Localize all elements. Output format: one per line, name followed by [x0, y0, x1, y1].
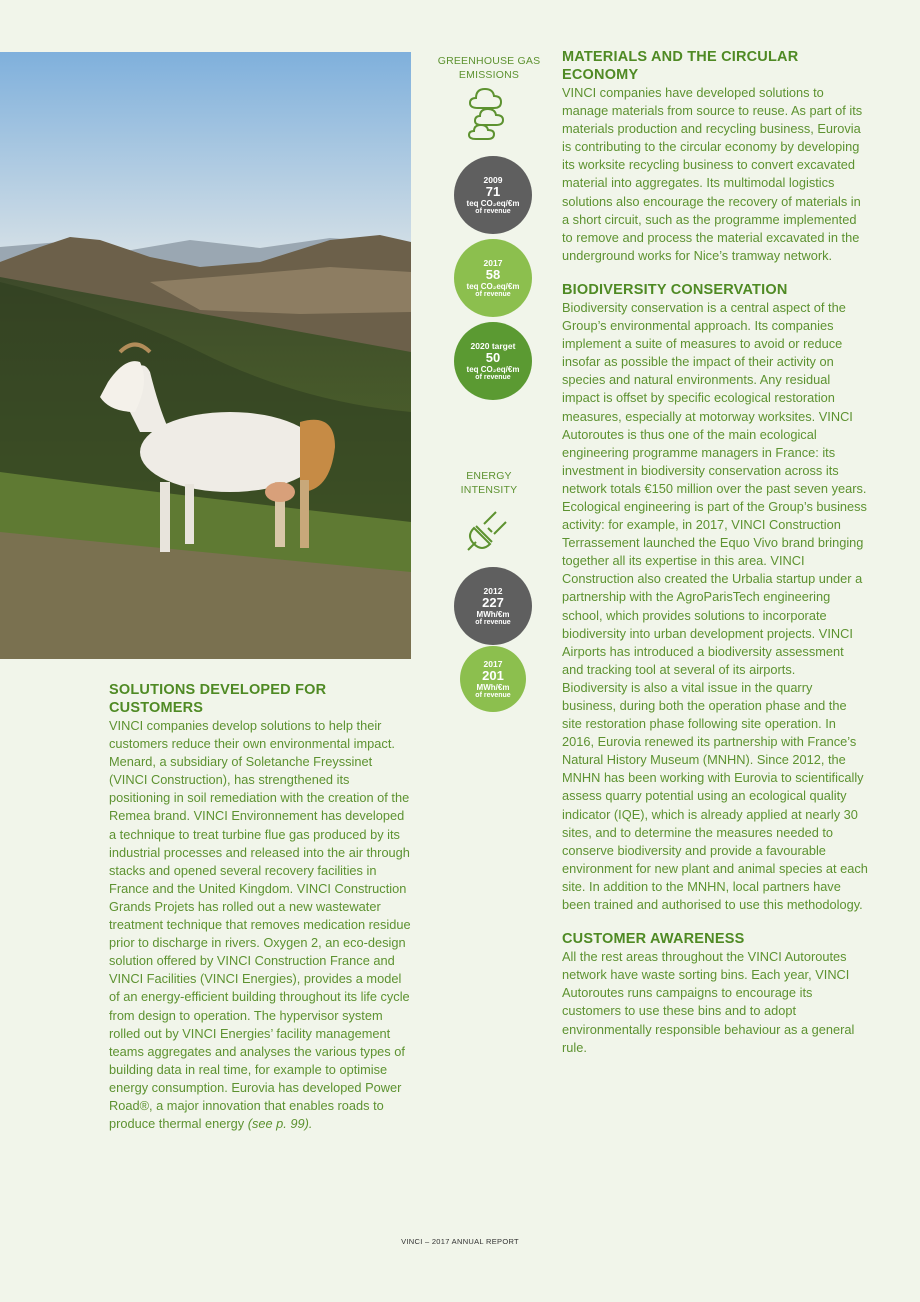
goat-landscape-illustration	[0, 52, 411, 659]
circle-unit: teq CO₂eq/€m	[466, 281, 520, 291]
biodiversity-body-2: Biodiversity is also a vital issue in the quarry business, during both the operation phase and the site restoration phase following site operation. In 2016, Eurovia renewed its partnership with France’s Natural History Museum (MNHN). Since 2012, the MNHN has been working with Eurovia to scientifically assess quarry potential using an ecological quality indicator (IQE), which is already applied at nearly 30 sites, and to determine the measures needed to conserve biodiversity and provide a favourable environment for new plant and animal species at each site. In addition to the MNHN, local partners have been trained and authorised to use this methodology.	[562, 679, 868, 913]
circle-year: 2020 target	[470, 340, 516, 351]
circle-unit: MWh/€m	[476, 609, 510, 619]
ghg-label-line2: EMISSIONS	[458, 69, 520, 81]
customer-heading: CUSTOMER AWARENESS	[562, 931, 745, 948]
energy-label-line2: INTENSITY	[460, 484, 518, 496]
circle-sub: of revenue	[475, 207, 511, 215]
ghg-circle-2020-target	[454, 322, 532, 400]
circle-unit: teq CO₂eq/€m	[466, 198, 520, 208]
circle-value: 50	[485, 349, 501, 365]
right-column	[562, 48, 868, 1073]
circle-year: 2009	[483, 174, 503, 185]
goat-photo	[0, 52, 411, 659]
materials-section	[562, 48, 868, 265]
circle-sub: of revenue	[475, 373, 511, 381]
solutions-section	[109, 681, 414, 1133]
circle-year: 2012	[483, 585, 503, 596]
customer-body: All the rest areas throughout the VINCI Autoroutes network have waste sorting bins. Each year, VINCI Autoroutes runs campaigns to encourage its customers to use these bins and to adopt environmentally responsible behaviour as a general rule.	[562, 949, 855, 1055]
materials-heading: MATERIALS AND THE CIRCULAR ECONOMY	[562, 49, 799, 83]
circle-year: 2017	[483, 658, 503, 669]
clouds-icon	[466, 86, 508, 142]
energy-label-line1: ENERGY	[466, 470, 512, 482]
biodiversity-section	[562, 281, 868, 914]
solutions-body	[109, 717, 414, 1133]
circle-unit: teq CO₂eq/€m	[466, 364, 520, 374]
energy-circle-2012	[454, 567, 532, 645]
ghg-circle-2009	[454, 156, 532, 234]
circle-sub: of revenue	[475, 691, 511, 699]
energy-label	[430, 469, 548, 497]
circle-value: 58	[485, 266, 501, 282]
customer-section	[562, 930, 868, 1057]
circle-sub: of revenue	[475, 290, 511, 298]
materials-body: VINCI companies have developed solutions to manage materials from source to reuse. As part of its materials production and recycling business, Eurovia is contributing to the circular economy by developing its worksite recycling business to convert excavated material into aggregates. Its multimodal logistics solutions also encourage the recovery of materials in a short circuit, such as the programme implemented to remove and process the material excavated in the underground works for Nice’s tramway network.	[562, 85, 863, 263]
circle-value: 227	[482, 594, 504, 610]
circle-year: 2017	[483, 257, 503, 268]
biodiversity-body-1: Biodiversity conservation is a central aspect of the Group’s environmental approach. Its companies implement a suite of measures to avoid or reduce insofar as possible the impact of their activity on species and natural environments. Any residual impact is offset by specific ecological restoration measures, especially at motorway worksites. VINCI Autoroutes is thus one of the main ecological engineering programme managers in France: its investment in biodiversity conservation across its network totals €150 million over the past seven years. Ecological engineering is part of the Group’s business activity: for example, in 2017, VINCI Construction Terrassement launched the Equo Vivo brand bringing together all its expertise in this area. VINCI Construction also created the Urbalia startup under a partnership with the AgroParisTech engineering school, which provides solutions to incorporate biodiversity into urban development projects. VINCI Airports has introduced a biodiversity assessment and tracking tool at several of its airports.	[562, 299, 867, 677]
plug-icon	[462, 506, 512, 556]
circle-unit: MWh/€m	[476, 682, 510, 692]
ghg-label	[430, 54, 548, 82]
circle-value: 201	[482, 667, 504, 683]
biodiversity-heading: BIODIVERSITY CONSERVATION	[562, 281, 788, 298]
ghg-circle-2017	[454, 239, 532, 317]
ghg-label-line1: GREENHOUSE GAS	[437, 55, 541, 67]
circle-value: 71	[485, 183, 501, 199]
circle-sub: of revenue	[475, 618, 511, 626]
solutions-text: VINCI companies develop solutions to help their customers reduce their own environmental impact. Menard, a subsidiary of Soletanche Freyssinet (VINCI Construction), has strengthened its positioning in soil remediation with the creation of the Remea brand. VINCI Environnement has developed a technique to treat turbine flue gas produced by its industrial processes and released into the air through stacks and opened several recovery facilities in France and the United Kingdom. VINCI Construction Grands Projets has rolled out a new wastewater treatment technique that removes medication residue prior to discharge in rivers. Oxygen 2, an eco-design solution offered by VINCI Construction France and VINCI Facilities (VINCI Energies), provides a model of an energy-efficient building throughout its life cycle from design to operation. The hypervisor system rolled out by VINCI Energies’ facility management teams aggregates and analyses the various types of building data in real time, for example to optimise energy consumption. Eurovia has developed Power Road®, a major innovation that enables roads to produce thermal energy	[109, 718, 411, 1132]
solutions-heading: SOLUTIONS DEVELOPED FOR CUSTOMERS	[109, 682, 327, 716]
page-reference: (see p. 99).	[247, 1116, 313, 1132]
page-footer: VINCI – 2017 ANNUAL REPORT	[401, 1237, 519, 1246]
energy-circle-2017	[460, 646, 526, 712]
